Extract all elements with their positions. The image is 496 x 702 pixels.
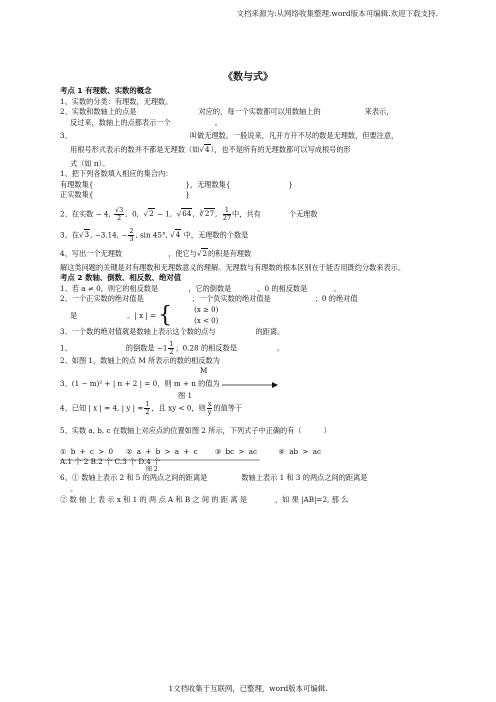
line-13: 解这类问题的关键是对有理数和无理数意义的理解。无理数与有理数的根本区别在于能否用既约分数来表示。 [60, 262, 406, 272]
line-5: 用根号形式表示的数并不都是无理数（如√4），也不是所有的无理数都可以写成根号的形 [70, 144, 351, 154]
figure-1-caption: 图 1 [178, 390, 193, 400]
figure-2-caption: 图 2 [146, 466, 158, 474]
section-heading-2: 考点 2 数轴、倒数、相反数、绝对值 [60, 273, 182, 283]
line-19: 2、如图 1，数轴上的点 M 所表示的数的相反数为 [60, 355, 220, 365]
line-4: 3、 叫做无理数。一般说来，凡开方开不尽的数是无理数，但要注意， [60, 131, 399, 141]
line-26: ② 数 轴 上 表 示 x 和 1 的 两 点 A 和 B 之 间 的 距 离 是 ，如 果 |AB|=2, 那 么 [60, 494, 349, 504]
line-24: 6、① 数轴上表示 2 和 5 的两点之间的距离是 数轴上表示 1 和 3 的两点之间的距离是 [60, 473, 368, 483]
point-m-label: M [200, 366, 208, 376]
line-22: 5、实数 a, b, c 在数轴上对应点的位置如图 2 所示，下列式子中正确的有（ ） [60, 426, 331, 436]
line-21: 4、已知 | x | = 4, | y | = $\frac{1}{2}$ ，且 xy < 0，则 $\frac{x}{y}$ 的值等于 [60, 400, 243, 417]
line-3: 反过来，数轴上的点都表示一个 。 [70, 117, 222, 127]
document-body [60, 86, 440, 505]
abs-definition: 是 。| x | = { (x ≥ 0) (x < 0) [70, 302, 219, 328]
line-8: 有理数集{ }，无理数集{ } [60, 179, 293, 189]
page-footer: 1文档收集于互联网，已整理，word版本可编辑. [168, 684, 328, 693]
line-18: 1、 的倒数是 −1 $\frac{1}{2}$ ；0.28 的相反数是 。 [60, 339, 285, 356]
line-2: 2、实数和数轴上的点是 对应的，每一个实数都可以用数轴上的 来表示， [60, 107, 394, 117]
line-10: 2、在实数 − 4, $\frac{√3}{2}$ , 0, √2 − 1, √64, ∛27, $\frac{1}{27}$ 中，共有 个无理数 [60, 205, 318, 222]
number-line-figure-2 [60, 457, 280, 467]
line-25: 。 [70, 484, 78, 494]
line-11: 3、在√3, −3.14, − $\frac{2}{3}$ , sin 45°, √4 中，无理数的个数是 [60, 226, 249, 243]
line-20: 3、(1 − m)² + | n + 2 | = 0，则 m + n 的值为 [60, 377, 440, 391]
line-9: 正实数集{ } [60, 190, 190, 200]
line-7: 1、把下列各数填入相应的集合内： [60, 169, 173, 179]
section-heading-1: 考点 1 有理数、实数的概念 [60, 86, 152, 95]
line-14: 1、若 a ≠ 0，则它的相反数是 ，它的倒数是 。0 的相反数是 。 [60, 283, 341, 293]
options-row: ① b + c > 0 ② a + b > a + c ③ bc > ac ④ ab > ac [60, 446, 322, 456]
line-15: 2、一个正实数的绝对值是 ；一个负实数的绝对值是 ；0 的绝对值 [60, 294, 358, 304]
line-17: 3、一个数的绝对值就是数轴上表示这个数的点与 的距离。 [60, 326, 285, 336]
page-title: 《数与式》 [223, 72, 273, 83]
line-6: 式（如 π）。 [70, 158, 110, 168]
page-header: 文档来源为:从网络收集整理.word版本可编辑.欢迎下载支持. [236, 9, 438, 18]
line-12: 4、写出一个无理数 ，使它与√2的积是有理数 [60, 248, 252, 258]
choices-row: A.1 个 2 B.2 个 C.3 个 D.4 个 [60, 457, 440, 467]
line-1: 1、实数的分类：有理数，无理数。 [60, 96, 173, 106]
